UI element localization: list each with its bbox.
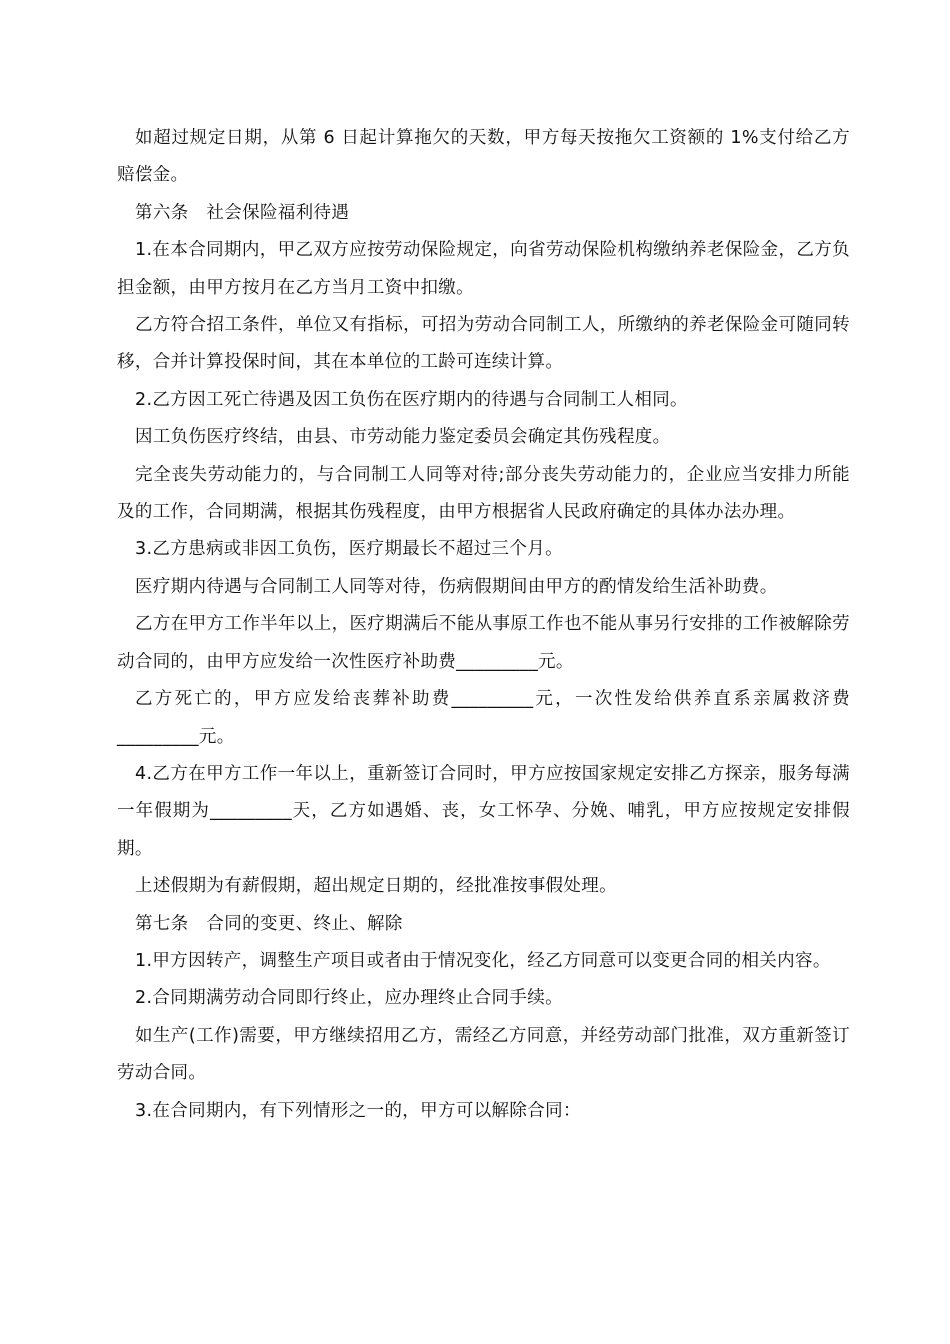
paragraph-6-4-leave: 4.乙方在甲方工作一年以上，重新签订合同时，甲方应按国家规定安排乙方探亲，服务每满一年假期为_________天，乙方如遇婚、丧，女工怀孕、分娩、哺乳，甲方应按规定安排假期。 xyxy=(117,763,850,859)
document-body xyxy=(117,120,850,1130)
paragraph-6-2-disability-treatment: 完全丧失劳动能力的，与合同制工人同等对待;部分丧失劳动能力的，企业应当安排力所能及的工作，合同期满，根据其伤残程度，由甲方根据省人民政府确定的具体办法办理。 xyxy=(117,464,850,523)
paragraph-7-2-termination: 2.合同期满劳动合同即行终止，应办理终止合同手续。 xyxy=(135,988,563,1009)
paragraph-6-3-medical-treatment: 医疗期内待遇与合同制工人同等对待，伤病假期间由甲方的酌情发给生活补助费。 xyxy=(135,576,778,597)
paragraph-7-2-renewal: 如生产(工作)需要，甲方继续招用乙方，需经乙方同意，并经劳动部门批准，双方重新签订劳动合同。 xyxy=(117,1025,850,1084)
paragraph-6-2-disability-assessment: 因工负伤医疗终结，由县、市劳动能力鉴定委员会确定其伤残程度。 xyxy=(135,427,671,448)
paragraph-6-1-transfer: 乙方符合招工条件，单位又有指标，可招为劳动合同制工人，所缴纳的养老保险金可随同转移，合并计算投保时间，其在本单位的工龄可连续计算。 xyxy=(117,315,850,373)
paragraph-6-4-paid-leave: 上述假期为有薪假期，超出规定日期的，经批准按事假处理。 xyxy=(135,876,617,897)
article-6-heading: 第六条 社会保险福利待遇 xyxy=(135,202,350,223)
paragraph-6-3-illness: 3.乙方患病或非因工负伤，医疗期最长不超过三个月。 xyxy=(135,539,563,560)
paragraph-7-1-change: 1.甲方因转产，调整生产项目或者由于情况变化，经乙方同意可以变更合同的相关内容。 xyxy=(135,950,831,971)
paragraph-6-2-work-injury: 2.乙方因工死亡待遇及因工负伤在医疗期内的待遇与合同制工人相同。 xyxy=(135,389,688,410)
paragraph-6-1-pension-insurance: 1.在本合同期内，甲乙双方应按劳动保险规定，向省劳动保险机构缴纳养老保险金，乙方负担金额，由甲方按月在乙方当月工资中扣缴。 xyxy=(117,240,850,298)
paragraph-late-payment-compensation: 如超过规定日期，从第 6 日起计算拖欠的天数，甲方每天按拖欠工资额的 1%支付给乙方赔偿金。 xyxy=(117,128,850,186)
paragraph-6-3-medical-subsidy: 乙方在甲方工作半年以上，医疗期满后不能从事原工作也不能从事另行安排的工作被解除劳动合同的，由甲方应发给一次性医疗补助费_________元。 xyxy=(117,614,850,672)
paragraph-7-3-dismissal: 3.在合同期内，有下列情形之一的，甲方可以解除合同： xyxy=(135,1100,581,1121)
paragraph-6-3-death-benefits: 乙方死亡的，甲方应发给丧葬补助费_________元，一次性发给供养直系亲属救济费_________元。 xyxy=(117,689,850,747)
article-7-heading: 第七条 合同的变更、终止、解除 xyxy=(135,913,403,934)
